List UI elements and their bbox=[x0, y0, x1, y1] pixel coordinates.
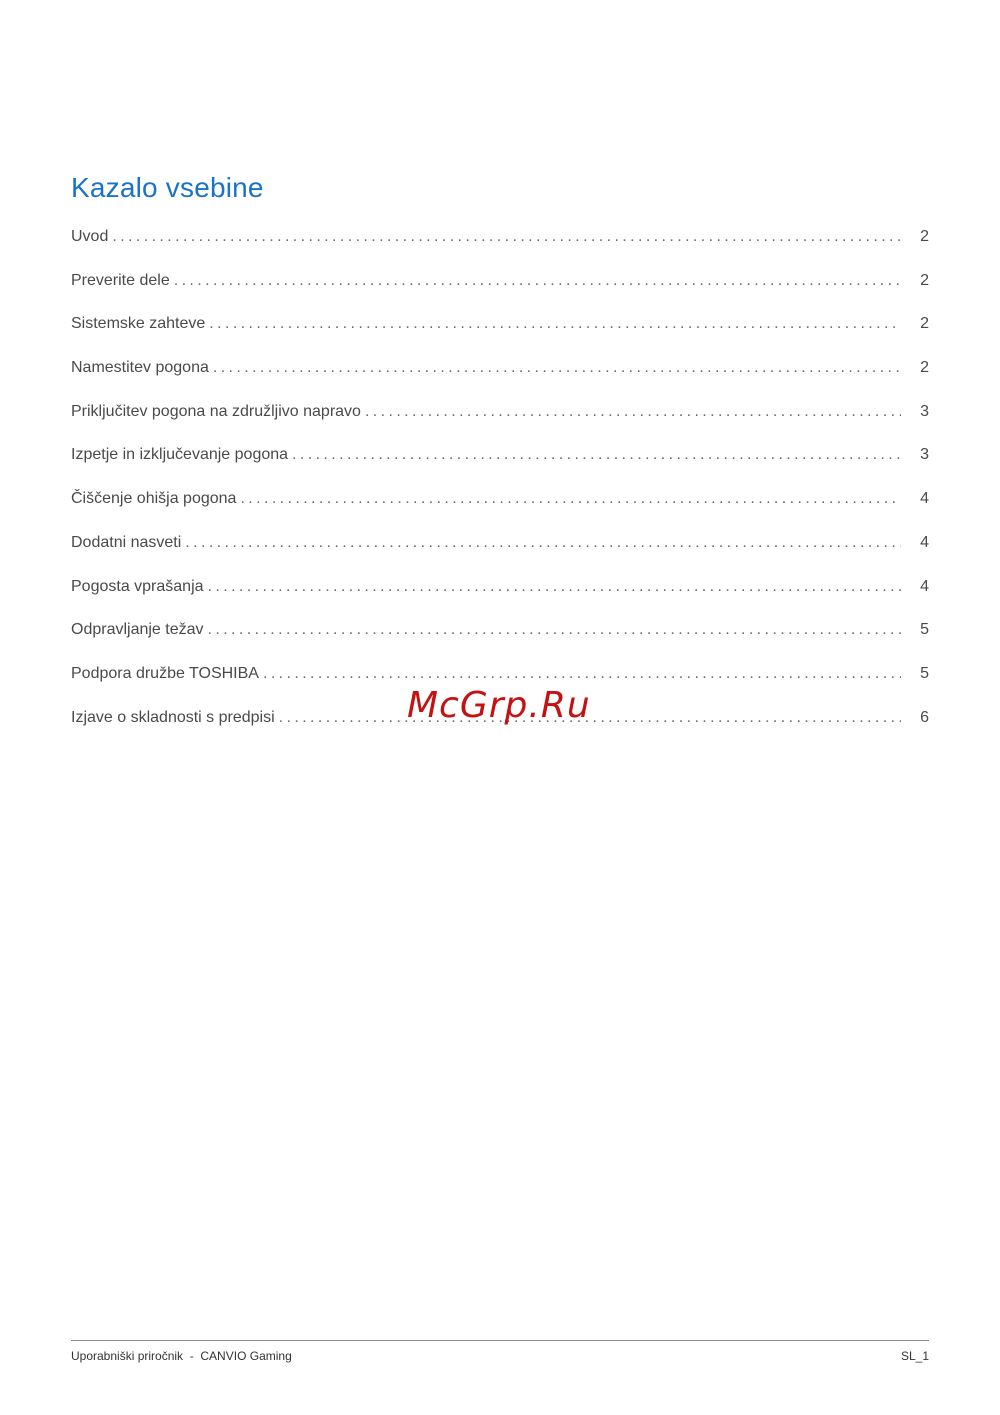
toc-entry-page: 2 bbox=[920, 359, 929, 377]
footer-page-number: SL_1 bbox=[900, 1349, 929, 1363]
toc-entry-label: Čiščenje ohišja pogona bbox=[71, 490, 237, 508]
toc-entry-page: 2 bbox=[920, 315, 929, 333]
toc-entry-label: Podpora družbe TOSHIBA bbox=[71, 664, 259, 682]
toc-entry-label: Namestitev pogona bbox=[71, 359, 209, 377]
toc-entry-dodatni-nasveti[interactable] bbox=[71, 534, 929, 578]
toc-dot-leader bbox=[213, 359, 901, 377]
toc-entry-label: Uvod bbox=[71, 228, 109, 245]
toc-entry-ciscenje-ohisja[interactable] bbox=[71, 490, 929, 534]
toc-entry-label: Priključitev pogona na združljivo napravo bbox=[71, 402, 361, 420]
toc-list bbox=[71, 228, 929, 752]
toc-dot-leader bbox=[292, 446, 901, 464]
toc-entry-page: 5 bbox=[920, 664, 929, 682]
toc-dot-leader bbox=[208, 578, 901, 596]
toc-entry-page: 4 bbox=[920, 533, 929, 551]
toc-entry-uvod[interactable] bbox=[71, 228, 929, 272]
toc-entry-namestitev-pogona[interactable] bbox=[71, 359, 929, 403]
toc-dot-leader bbox=[209, 315, 901, 333]
toc-entry-page: 2 bbox=[920, 228, 929, 245]
toc-dot-leader bbox=[240, 490, 901, 508]
toc-dot-leader bbox=[174, 272, 901, 290]
toc-entry-label: Odpravljanje težav bbox=[71, 621, 204, 639]
toc-entry-page: 3 bbox=[920, 402, 929, 420]
toc-entry-label: Dodatni nasveti bbox=[71, 533, 182, 551]
toc-entry-page: 4 bbox=[920, 577, 929, 595]
toc-entry-preverite-dele[interactable] bbox=[71, 272, 929, 316]
toc-title: Kazalo vsebine bbox=[71, 172, 264, 203]
toc-entry-izpetje-pogona[interactable] bbox=[71, 446, 929, 490]
toc-entry-page: 3 bbox=[920, 446, 929, 464]
toc-dot-leader bbox=[208, 621, 901, 639]
toc-entry-label: Sistemske zahteve bbox=[71, 315, 206, 333]
toc-entry-page: 2 bbox=[920, 271, 929, 289]
toc-entry-prikljucitev-pogona[interactable] bbox=[71, 403, 929, 447]
toc-entry-label: Pogosta vprašanja bbox=[71, 577, 204, 595]
footer-manual-title bbox=[71, 1349, 292, 1363]
toc-entry-pogosta-vprasanja[interactable] bbox=[71, 578, 929, 622]
toc-entry-odpravljanje-tezav[interactable] bbox=[71, 621, 929, 665]
footer-divider bbox=[71, 1340, 929, 1341]
toc-entry-page: 6 bbox=[920, 708, 929, 726]
toc-entry-sistemske-zahteve[interactable] bbox=[71, 315, 929, 359]
toc-dot-leader bbox=[112, 228, 901, 246]
footer-separator: - bbox=[189, 1349, 194, 1363]
watermark: McGrp.Ru bbox=[407, 685, 591, 726]
footer-manual-name: Uporabniški priročnik bbox=[71, 1349, 184, 1363]
page-footer bbox=[71, 1349, 929, 1363]
toc-dot-leader bbox=[185, 534, 901, 552]
toc-entry-label: Preverite dele bbox=[71, 271, 170, 289]
toc-entry-page: 4 bbox=[920, 490, 929, 508]
toc-entry-page: 5 bbox=[920, 621, 929, 639]
toc-dot-leader bbox=[263, 665, 901, 683]
toc-entry-label: Izjave o skladnosti s predpisi bbox=[71, 708, 275, 726]
footer-product-name: CANVIO Gaming bbox=[200, 1349, 292, 1363]
toc-entry-label: Izpetje in izključevanje pogona bbox=[71, 446, 289, 464]
toc-dot-leader bbox=[365, 403, 901, 421]
